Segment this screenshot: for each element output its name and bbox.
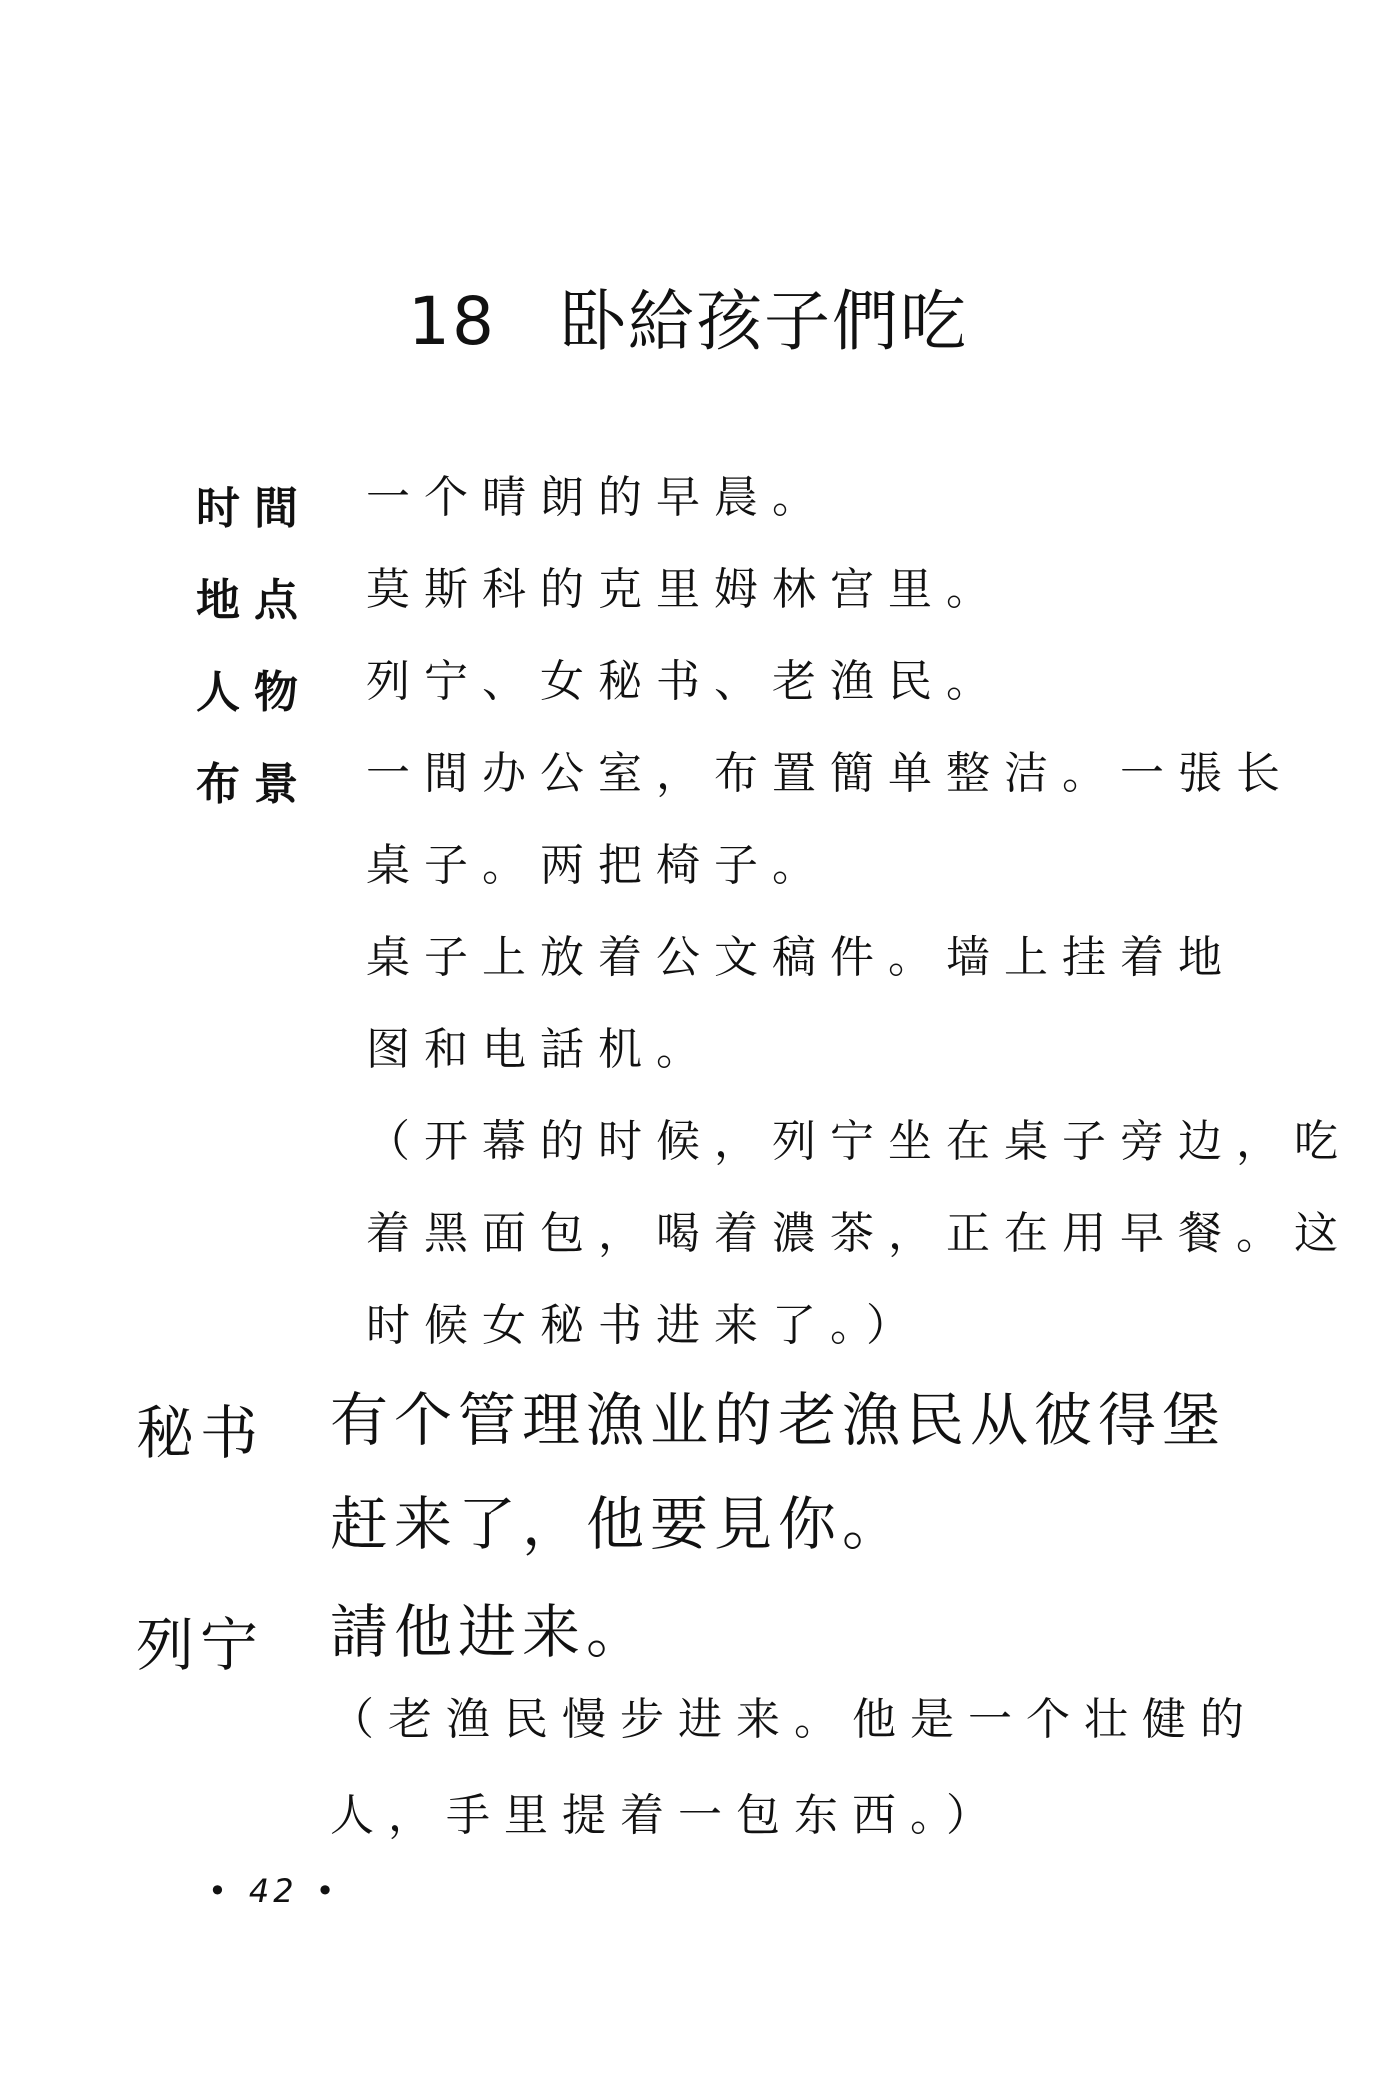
chapter-number: 18: [408, 283, 496, 360]
setting-label: 人物: [196, 667, 312, 718]
setting-line: 桌子。两把椅子。: [366, 840, 830, 891]
setting-label: 布景: [196, 759, 312, 810]
stage-direction: [330, 1672, 1270, 1864]
stage-direction-line: 人，手里提着一包东西。）: [330, 1790, 1004, 1841]
bullet-dot-icon: •: [315, 1872, 339, 1910]
dialogue-line: 有个管理漁业的老漁民从彼得堡: [330, 1386, 1227, 1454]
page-number-value: 42: [248, 1872, 298, 1910]
setting-text: [366, 544, 1246, 636]
setting-line: 图和电話机。: [366, 1024, 714, 1075]
setting-line: 一个晴朗的早晨。: [366, 472, 830, 523]
dialogue-text: [330, 1368, 1270, 1576]
setting-line: 列宁、女秘书、老渔民。: [366, 656, 1004, 707]
dialogue-line: 請他进来。: [330, 1598, 651, 1666]
bullet-dot-icon: •: [208, 1872, 231, 1910]
setting-text: [366, 728, 1352, 1372]
dialogue-line: 赶来了，他要見你。: [330, 1490, 907, 1558]
setting-label: 时間: [196, 483, 312, 534]
setting-text: [366, 452, 1246, 544]
dialogue-text: [330, 1580, 1270, 1684]
setting-line: 时候女秘书进来了。）: [366, 1300, 924, 1351]
setting-text: [366, 636, 1246, 728]
chapter-title-text: 卧給孩子們吃: [559, 283, 968, 360]
speaker-name: 列宁: [136, 1611, 265, 1679]
setting-label: 地点: [196, 575, 312, 626]
speaker-name: 秘书: [136, 1399, 265, 1467]
stage-direction-line: （老渔民慢步进来。他是一个壮健的: [330, 1694, 1258, 1745]
page-number: [190, 1872, 356, 1910]
setting-line: 一間办公室，布置簡单整洁。一張长: [366, 748, 1294, 799]
chapter-title: [0, 268, 1376, 363]
setting-line: 桌子上放着公文稿件。墙上挂着地: [366, 932, 1236, 983]
setting-line: （开幕的时候，列宁坐在桌子旁边，吃: [366, 1116, 1352, 1167]
setting-line: 着黑面包，喝着濃茶，正在用早餐。这: [366, 1208, 1352, 1259]
setting-line: 莫斯科的克里姆林宫里。: [366, 564, 1004, 615]
